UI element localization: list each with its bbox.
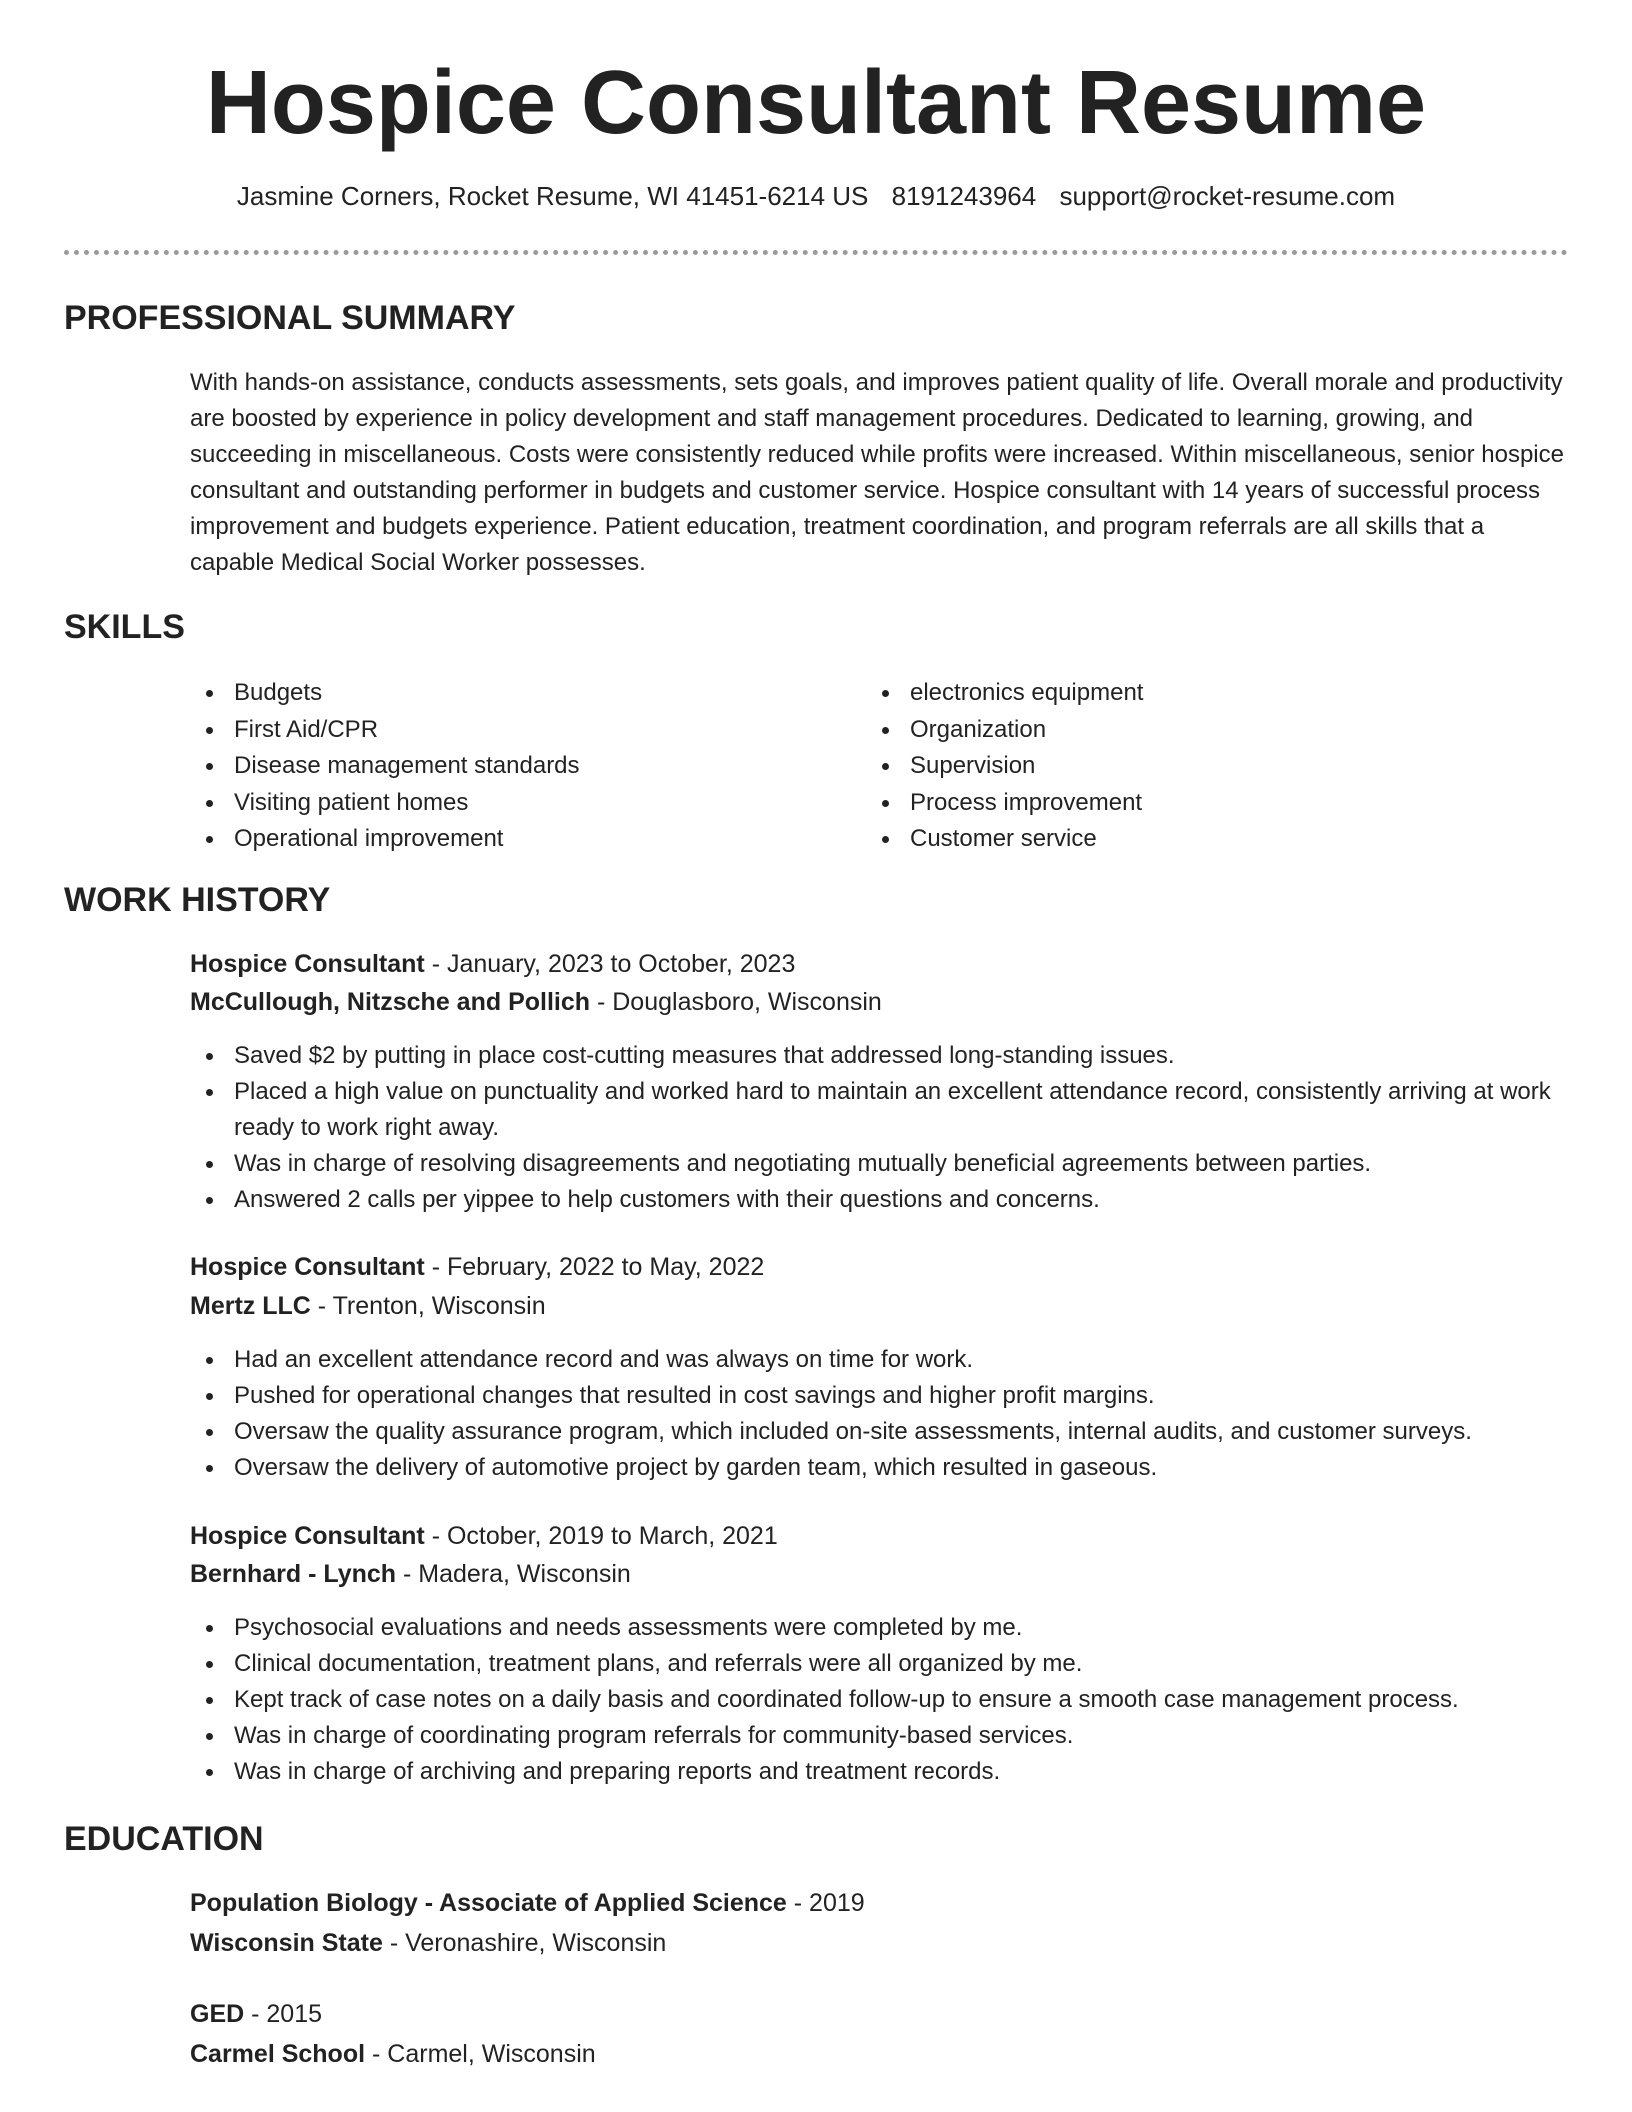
job-company: Mertz LLC: [190, 1292, 311, 1320]
job-company-line: [190, 1287, 546, 1325]
skills-heading: SKILLS: [64, 608, 185, 646]
job-location: - Douglasboro, Wisconsin: [590, 988, 882, 1016]
job-bullet: Was in charge of coordinating program referrals for community-based services.: [190, 1718, 1568, 1754]
job-bullet: Oversaw the quality assurance program, which included on-site assessments, internal audits, and customer surveys.: [190, 1414, 1568, 1450]
job-bullet: Kept track of case notes on a daily basis and coordinated follow-up to ensure a smooth case management process.: [190, 1682, 1568, 1718]
job-title: Hospice Consultant: [190, 1253, 425, 1281]
job-bullet: Saved $2 by putting in place cost-cutting measures that addressed long-standing issues.: [190, 1038, 1568, 1074]
education-location: - Veronashire, Wisconsin: [382, 1929, 667, 1957]
skill-item: Budgets: [190, 675, 580, 712]
summary-text: With hands-on assistance, conducts assessments, sets goals, and improves patient quality of life. Overall morale and productivity are boosted by experience in policy development and staff management procedures. Dedicated to learning, growing, and succeeding in miscellaneous. Costs were consistently reduced while profits were increased. Within miscellaneous, senior hospice consultant and outstanding performer in budgets and customer service. Hospice consultant with 14 years of successful process improvement and budgets experience. Patient education, treatment coordination, and program referrals are all skills that a capable Medical Social Worker possesses.: [190, 369, 1564, 576]
header-divider: [64, 250, 1568, 255]
education-year: - 2019: [786, 1889, 865, 1917]
job-bullets: [190, 1038, 1568, 1218]
job-company-line: [190, 983, 882, 1021]
skill-item: Process improvement: [866, 785, 1143, 822]
job-dates: - October, 2019 to March, 2021: [424, 1522, 778, 1550]
resume-title: Hospice Consultant Resume: [205, 53, 1427, 153]
summary-heading: PROFESSIONAL SUMMARY: [64, 299, 516, 337]
skill-item: Disease management standards: [190, 748, 580, 785]
education-heading: EDUCATION: [64, 1820, 264, 1858]
contact-line: [0, 178, 1632, 214]
job-bullet: Pushed for operational changes that resulted in cost savings and higher profit margins.: [190, 1378, 1568, 1414]
education-degree-line: [190, 1995, 322, 2033]
skill-item: Visiting patient homes: [190, 785, 580, 822]
education-degree: GED: [190, 2000, 245, 2028]
skill-item: First Aid/CPR: [190, 712, 580, 749]
skill-item: Supervision: [866, 748, 1143, 785]
skill-item: Operational improvement: [190, 821, 580, 858]
education-school-line: [190, 2035, 596, 2073]
job-dates: - February, 2022 to May, 2022: [424, 1253, 765, 1281]
education-location: - Carmel, Wisconsin: [365, 2040, 596, 2068]
job-company-line: [190, 1555, 631, 1593]
job-bullet: Oversaw the delivery of automotive project by garden team, which resulted in gaseous.: [190, 1450, 1568, 1486]
education-year: - 2015: [244, 2000, 323, 2028]
job-title-line: [190, 1248, 764, 1286]
skill-item: Organization: [866, 712, 1143, 749]
job-location: - Trenton, Wisconsin: [310, 1292, 546, 1320]
job-bullet: Was in charge of archiving and preparing reports and treatment records.: [190, 1754, 1568, 1790]
job-title: Hospice Consultant: [190, 1522, 425, 1550]
job-title: Hospice Consultant: [190, 950, 425, 978]
job-bullet: Placed a high value on punctuality and worked hard to maintain an excellent attendance record, consistently arriving at work ready to work right away.: [190, 1074, 1568, 1146]
job-dates: - January, 2023 to October, 2023: [424, 950, 796, 978]
skill-item: Customer service: [866, 821, 1143, 858]
job-bullet: Was in charge of resolving disagreements and negotiating mutually beneficial agreements between parties.: [190, 1146, 1568, 1182]
education-degree-line: [190, 1884, 865, 1922]
skills-list-right: [866, 675, 1143, 858]
education-school: Wisconsin State: [190, 1929, 383, 1957]
job-company: Bernhard - Lynch: [190, 1560, 397, 1588]
job-title-line: [190, 945, 795, 983]
education-school-line: [190, 1924, 666, 1962]
skill-item: electronics equipment: [866, 675, 1143, 712]
job-bullet: Psychosocial evaluations and needs assessments were completed by me.: [190, 1610, 1568, 1646]
contact-email: support@rocket-resume.com: [1059, 181, 1396, 211]
job-bullet: Had an excellent attendance record and was always on time for work.: [190, 1342, 1568, 1378]
job-title-line: [190, 1517, 778, 1555]
job-bullets: [190, 1342, 1568, 1486]
education-degree: Population Biology - Associate of Applied Science: [190, 1889, 787, 1917]
skills-list-left: [190, 675, 580, 858]
job-bullet: Clinical documentation, treatment plans, and referrals were all organized by me.: [190, 1646, 1568, 1682]
work-history-heading: WORK HISTORY: [64, 881, 331, 919]
contact-phone: 8191243964: [891, 181, 1037, 211]
contact-address: Jasmine Corners, Rocket Resume, WI 41451-6214 US: [236, 181, 869, 211]
job-bullet: Answered 2 calls per yippee to help customers with their questions and concerns.: [190, 1182, 1568, 1218]
education-school: Carmel School: [190, 2040, 366, 2068]
job-location: - Madera, Wisconsin: [396, 1560, 631, 1588]
job-bullets: [190, 1610, 1568, 1790]
job-company: McCullough, Nitzsche and Pollich: [190, 988, 591, 1016]
